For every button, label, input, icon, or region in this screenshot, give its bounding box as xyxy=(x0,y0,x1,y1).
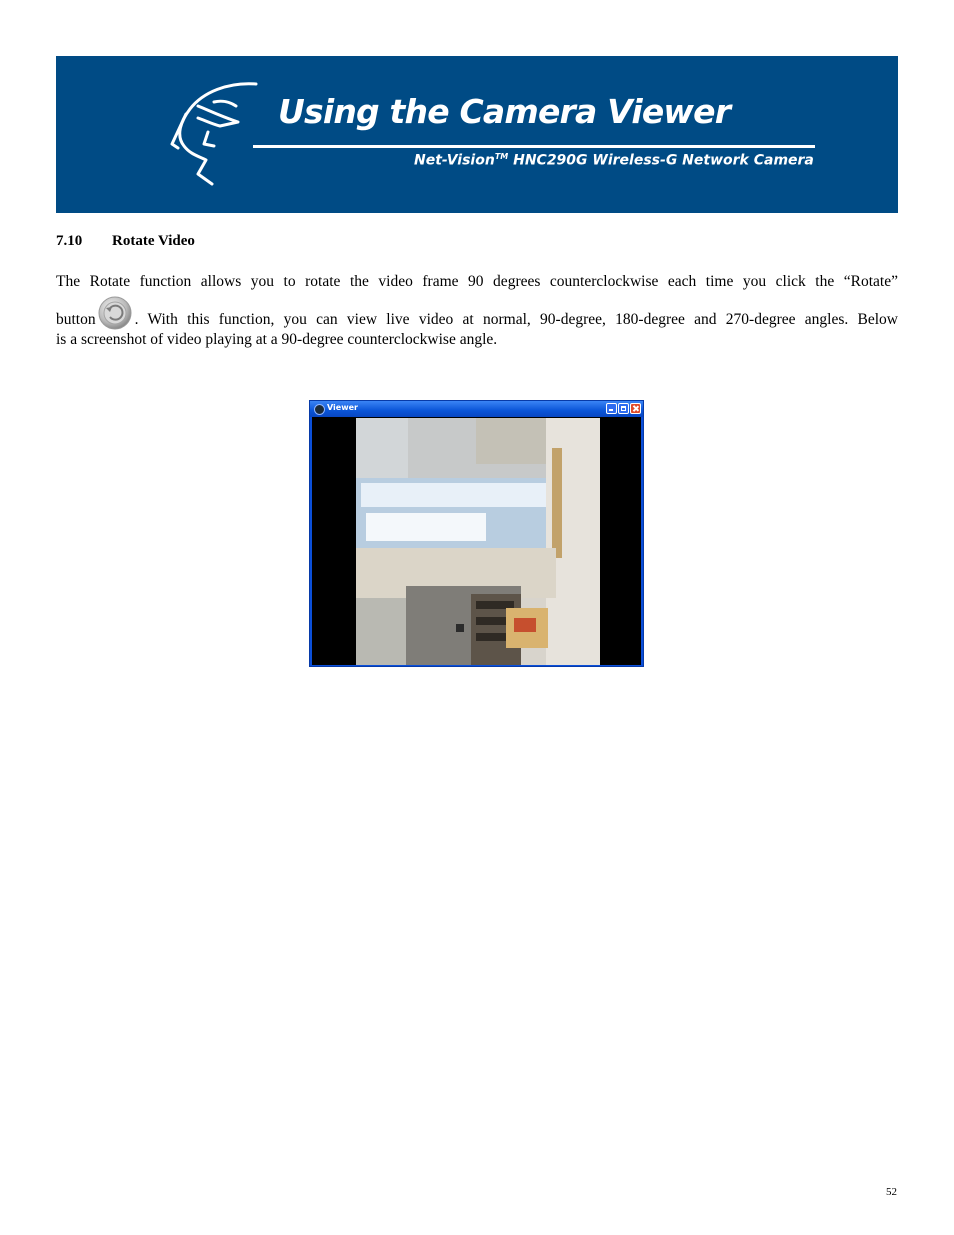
section-number: 7.10 xyxy=(56,233,83,249)
rotate-icon xyxy=(98,296,132,330)
banner-subtitle xyxy=(414,152,814,169)
subtitle-brand: Net-Vision xyxy=(414,152,495,169)
rotated-video-frame xyxy=(356,418,600,665)
trademark-mark: TM xyxy=(494,152,509,161)
maximize-icon xyxy=(618,403,629,414)
section-title: Rotate Video xyxy=(112,233,195,249)
eagle-head-icon xyxy=(168,74,258,189)
paragraph-line: is a screenshot of video playing at a 90-degree counterclockwise angle. xyxy=(56,331,498,348)
banner-title: Using the Camera Viewer xyxy=(278,92,731,131)
section-heading xyxy=(56,233,195,250)
window-titlebar xyxy=(310,401,643,417)
body-paragraph xyxy=(56,272,898,350)
banner-rule xyxy=(253,145,815,148)
window-title: Viewer xyxy=(327,403,358,412)
close-icon xyxy=(630,403,641,414)
paragraph-line: The Rotate function allows you to rotate the video frame 90 degrees counterclockwise each time you click the “Rotate” xyxy=(56,273,898,290)
subtitle-model: HNC290G Wireless-G Network Camera xyxy=(508,152,814,169)
video-area xyxy=(312,417,641,665)
page-number: 52 xyxy=(886,1186,897,1198)
paragraph-line-with-icon xyxy=(56,294,898,330)
camera-app-icon xyxy=(314,404,325,415)
paragraph-text: . With this function, you can view live video at normal, 90-degree, 180-degree and 270-degree angles. Below xyxy=(134,311,898,328)
minimize-icon xyxy=(606,403,617,414)
header-banner xyxy=(56,56,898,213)
paragraph-text: button xyxy=(56,311,96,328)
viewer-window-screenshot xyxy=(309,400,644,667)
